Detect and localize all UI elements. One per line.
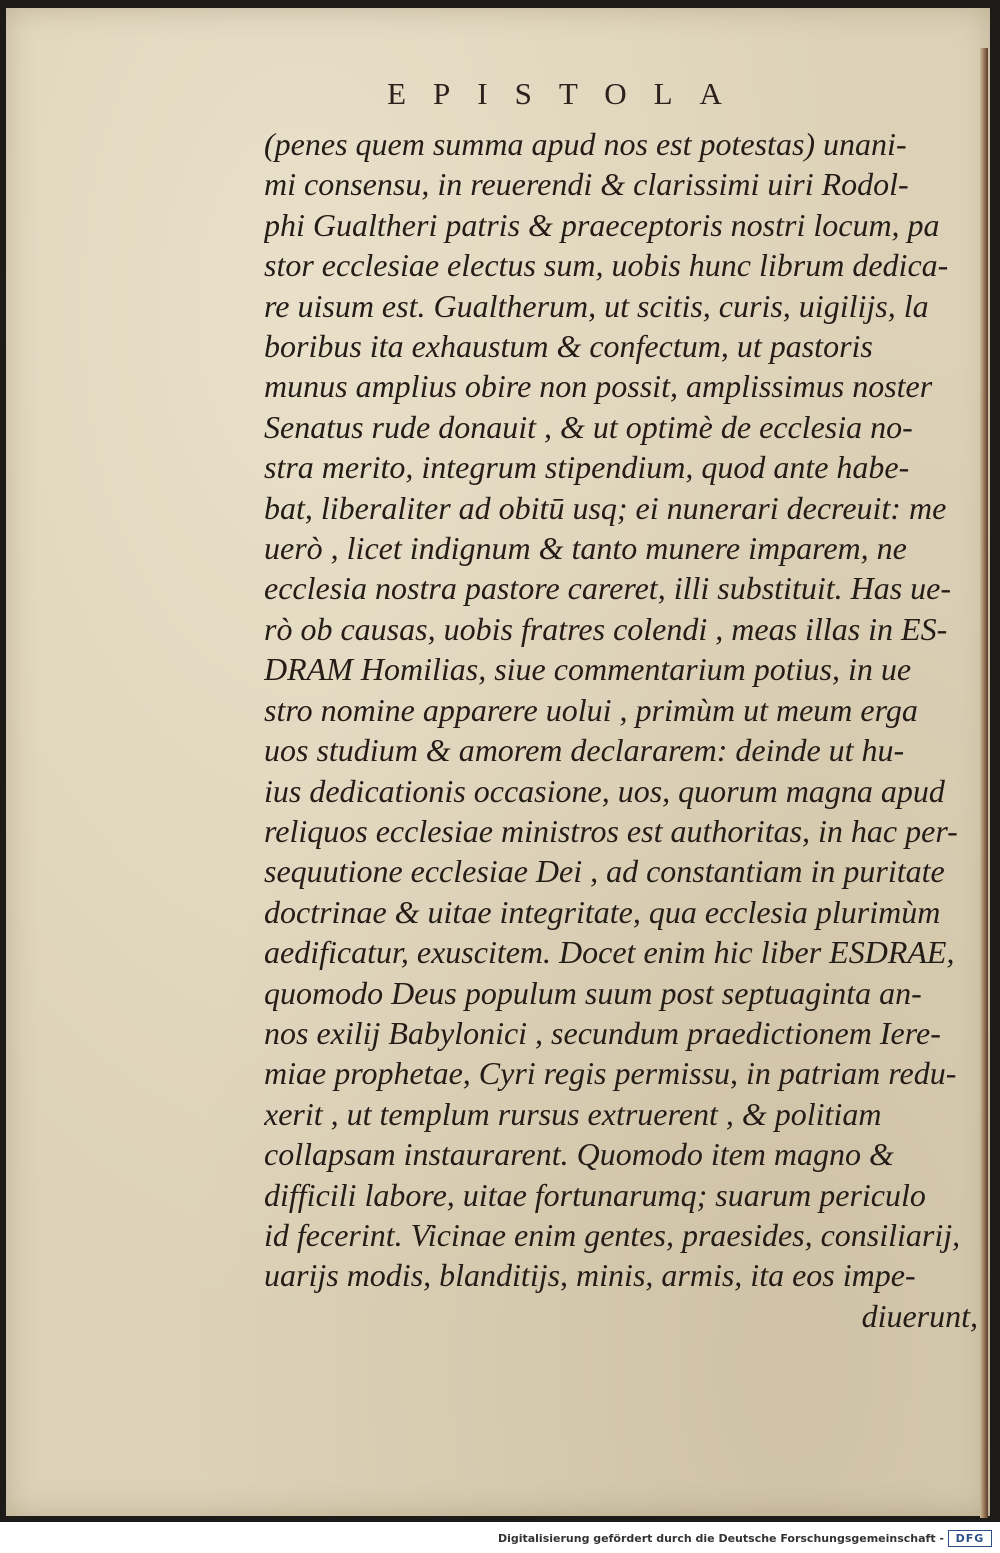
text-line: munus amplius obire non possit, amplissimus noster xyxy=(264,368,933,405)
book-page xyxy=(6,8,990,1516)
text-line: stor ecclesiae electus sum, uobis hunc librum dedica- xyxy=(264,247,949,284)
text-line: rò ob causas, uobis fratres colendi , meas illas in ES- xyxy=(264,610,948,647)
text-line: mi consensu, in reuerendi & clarissimi uiri Rodol- xyxy=(264,166,909,203)
text-line: miae prophetae, Cyri regis permissu, in patriam redu- xyxy=(264,1055,957,1092)
text-line: aedificatur, exuscitem. Docet enim hic liber ESDRAE, xyxy=(264,934,955,971)
text-line: reliquos ecclesiae ministros est authoritas, in hac per- xyxy=(264,812,958,849)
text-line: DRAM Homilias, siue commentarium potius, in ue xyxy=(264,651,912,688)
text-line: xerit , ut templum rursus extruerent , & politiam xyxy=(264,1095,882,1132)
text-line: uarijs modis, blanditijs, minis, armis, ita eos impe- xyxy=(264,1257,916,1294)
text-line: stro nomine apparere uolui , primùm ut meum erga xyxy=(264,691,918,728)
text-line: (penes quem summa apud nos est potestas) unani- xyxy=(264,126,907,162)
text-line: boribus ita exhaustum & confectum, ut pastoris xyxy=(264,328,873,365)
text-line: bat, liberaliter ad obitū usq; ei nunerari decreuit: me xyxy=(264,489,947,526)
text-line: re uisum est. Gualtherum, ut scitis, curis, uigilijs, la xyxy=(264,287,929,324)
dfg-credit: Digitalisierung gefördert durch die Deutsche Forschungsgemeinschaft - xyxy=(497,1532,944,1545)
text-line: doctrinae & uitae integritate, qua ecclesia plurimùm xyxy=(264,893,941,930)
body-text xyxy=(264,124,984,1336)
text-line: uos studium & amorem declararem: deinde ut hu- xyxy=(264,732,905,769)
text-line: stra merito, integrum stipendium, quod ante habe- xyxy=(264,449,910,486)
text-line: ius dedicationis occasione, uos, quorum magna apud xyxy=(264,772,945,809)
catchword: diuerunt, xyxy=(861,1297,978,1334)
text-line: collapsam instaurarent. Quomodo item magno & xyxy=(264,1136,894,1173)
text-line: Senatus rude donauit , & ut optimè de ecclesia no- xyxy=(264,408,913,445)
text-line: nos exilij Babylonici , secundum praedictionem Iere- xyxy=(264,1014,941,1051)
text-line: id fecerint. Vicinae enim gentes, praesides, consiliarij, xyxy=(264,1216,961,1253)
text-line: uerò , licet indignum & tanto munere imparem, ne xyxy=(264,530,907,567)
text-line: difficili labore, uitae fortunarumq; suarum periculo xyxy=(264,1176,926,1213)
text-line: phi Gualtheri patris & praeceptoris nostri locum, pa xyxy=(264,206,940,243)
text-line: quomodo Deus populum suum post septuaginta an- xyxy=(264,974,922,1011)
text-line: sequutione ecclesiae Dei , ad constantiam in puritate xyxy=(264,853,945,890)
running-head: EPISTOLA xyxy=(387,76,749,111)
dfg-logo-icon: DFG xyxy=(948,1530,992,1547)
text-line: ecclesia nostra pastore careret, illi substituit. Has ue- xyxy=(264,570,952,607)
